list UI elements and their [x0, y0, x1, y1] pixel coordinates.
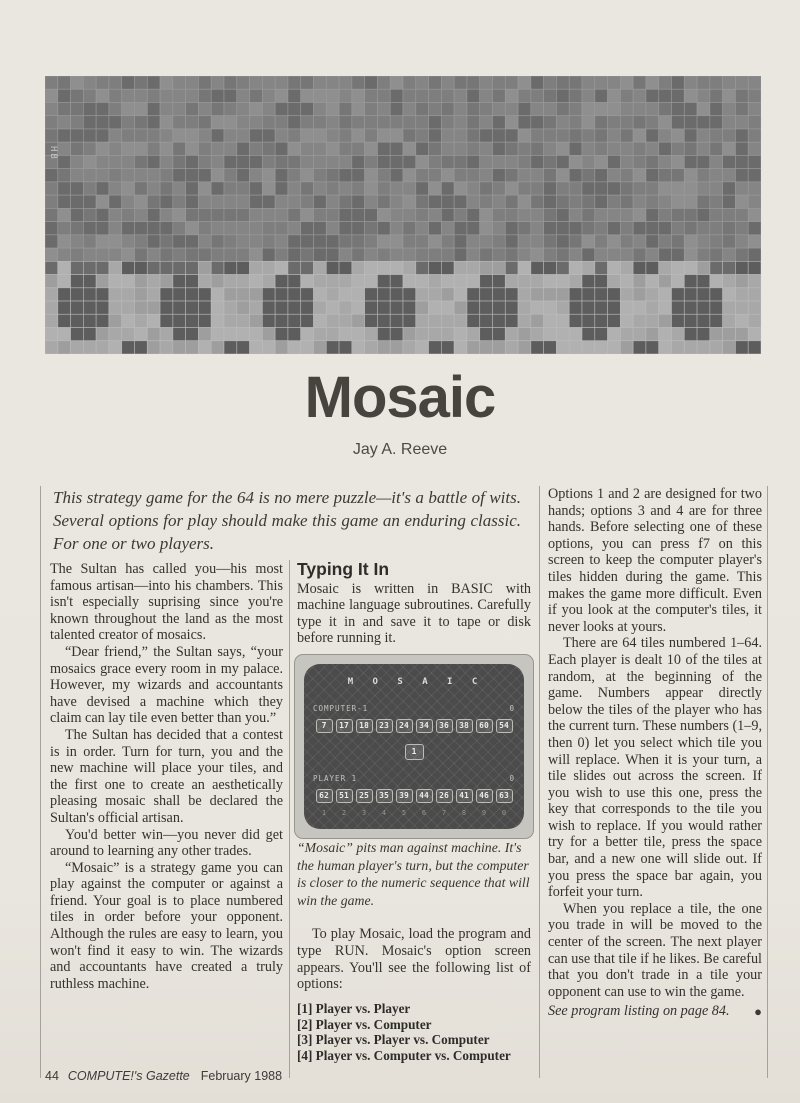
select-digit: 9 — [481, 809, 487, 818]
game-tile: 35 — [376, 789, 393, 803]
computer-tile-row — [312, 719, 516, 733]
select-digit-row — [312, 805, 516, 822]
select-digit: 0 — [501, 809, 507, 818]
paragraph: The Sultan has called you—his most famous artisan—into his chambers. This isn't especially suprising since you're known throughout the land as the most talented creator of mosaics. — [50, 561, 283, 644]
select-digit: 8 — [461, 809, 467, 818]
header-photo — [45, 76, 761, 354]
page-number: 44 — [45, 1069, 59, 1083]
option-line: [4] Player vs. Computer vs. Computer — [297, 1048, 511, 1064]
article-intro: This strategy game for the 64 is no mere puzzle—it's a battle of wits. Several options for play should make this game an enduring classic. For one or two players. — [53, 488, 521, 553]
game-tile: 25 — [356, 789, 373, 803]
game-tile: 51 — [336, 789, 353, 803]
game-tile: 62 — [316, 789, 333, 803]
magazine-name: COMPUTE!'s Gazette — [67, 1069, 190, 1083]
listing-note-text: See program listing on page 84. — [548, 1003, 730, 1020]
select-digit: 2 — [341, 809, 347, 818]
article-byline: Jay A. Reeve — [352, 441, 448, 458]
paragraph: “Mosaic” is a strategy game you can play against the computer or against a friend. Your goal is to place numbered tiles in order before your opponent. Although the rules are easy to learn, you won't find it easy to win. The wizards and accountants have created a truly ruthless machine. — [50, 859, 283, 992]
center-tile-area — [312, 735, 516, 769]
article-title: Mosaic — [304, 365, 496, 430]
page-footer — [45, 1069, 282, 1083]
option-line: [2] Player vs. Computer — [297, 1016, 432, 1032]
game-tile: 23 — [376, 719, 393, 733]
center-tile: 1 — [405, 744, 424, 760]
game-tile: 24 — [396, 719, 413, 733]
game-tile: 54 — [496, 719, 513, 733]
game-tile: 46 — [476, 789, 493, 803]
select-digit: 5 — [401, 809, 407, 818]
game-tile: 34 — [416, 719, 433, 733]
game-tile: 36 — [436, 719, 453, 733]
options-list — [297, 1001, 531, 1064]
player-tile-row — [312, 789, 516, 803]
select-digit: 1 — [321, 809, 327, 818]
middle-column — [297, 561, 531, 1064]
game-tile: 26 — [436, 789, 453, 803]
computer-header — [313, 701, 515, 718]
end-of-article-icon: ● — [754, 1004, 762, 1020]
computer-label: COMPUTER-1 — [313, 703, 369, 713]
right-column — [548, 486, 762, 1020]
paragraph: To play Mosaic, load the program and type RUN. Mosaic's option screen appears. You'll see the following list of options: — [297, 926, 531, 993]
game-screenshot — [294, 654, 534, 839]
paragraph: You'd better win—you never did get around to learning any other trades. — [50, 826, 283, 860]
game-tile: 17 — [336, 719, 353, 733]
game-screen — [304, 664, 524, 829]
section-heading: Typing It In — [297, 559, 390, 579]
game-tile: 38 — [456, 719, 473, 733]
game-tile: 63 — [496, 789, 513, 803]
select-digit: 4 — [381, 809, 387, 818]
left-column — [50, 561, 283, 992]
paragraph: When you replace a tile, the one you trade in will be moved to the center of the screen. The next player can use that tile if he likes. Be careful that you don't trade in a tile your opponent can use to win the game. — [548, 900, 762, 1000]
game-tile: 18 — [356, 719, 373, 733]
option-line: [3] Player vs. Player vs. Computer — [297, 1032, 490, 1048]
paragraph: There are 64 tiles numbered 1–64. Each player is dealt 10 of the tiles at random, at the beginning of the game. Numbers appear directly below the tiles of the player who has the current turn. These numbers (1–9, then 0) let you select which tile you will replace. When it is your turn, a tile slides out across the screen. If you wish to use this one, press the key that corresponds to the tile you wish to replace. If you would rather try for a better tile, press the space bar, and a new one will slide out. If you press the space bar again, you forfeit your turn. — [548, 635, 762, 901]
paragraph: Options 1 and 2 are designed for two hands; options 3 and 4 are for three hands. Before selecting one of these options, you can press f7 on this screen to keep the computer player's tiles hidden during the game. This makes the game more difficult. Even if you look at the computer's tiles, it never looks at yours. — [548, 486, 762, 635]
screenshot-caption: “Mosaic” pits man against machine. It's the human player's turn, but the computer is closer to the numeric sequence that will win the game. — [297, 839, 530, 908]
player-header — [313, 771, 515, 788]
paragraph: Mosaic is written in BASIC with machine language subroutines. Carefully type it in and save it to tape or disk before running it. — [297, 580, 531, 647]
game-tile: 44 — [416, 789, 433, 803]
option-line: [1] Player vs. Player — [297, 1000, 411, 1016]
select-digit: 3 — [361, 809, 367, 818]
player-label: PLAYER 1 — [313, 773, 358, 783]
photo-edge-mark: HB — [48, 146, 58, 161]
column-rule-right — [767, 486, 768, 1078]
mosaic-tiles-image — [45, 76, 761, 354]
game-tile: 60 — [476, 719, 493, 733]
column-rule-left — [40, 486, 41, 1078]
game-tile: 41 — [456, 789, 473, 803]
column-rule-mid-right — [539, 486, 540, 1078]
paragraph: The Sultan has decided that a contest is in order. Turn for turn, you and the new machine will place your tiles, and the first one to create an aesthetically pleasing mosaic shall be declared the Sultan's official artisan. — [50, 726, 283, 826]
game-title: M O S A I C — [347, 676, 485, 687]
paragraph: “Dear friend,” the Sultan says, “your mosaics grace every room in my palace. However, my wizards and accountants have devised a machine which they claim can lay tile even better than you.” — [50, 643, 283, 727]
column-rule-mid-left — [289, 560, 290, 1078]
game-tile: 39 — [396, 789, 413, 803]
select-digit: 6 — [421, 809, 427, 818]
select-digit: 7 — [441, 809, 447, 818]
player-score: 0 — [509, 773, 515, 783]
computer-score: 0 — [509, 703, 515, 713]
listing-note — [548, 1003, 762, 1020]
issue-date: February 1988 — [200, 1069, 283, 1083]
game-tile: 7 — [316, 719, 333, 733]
